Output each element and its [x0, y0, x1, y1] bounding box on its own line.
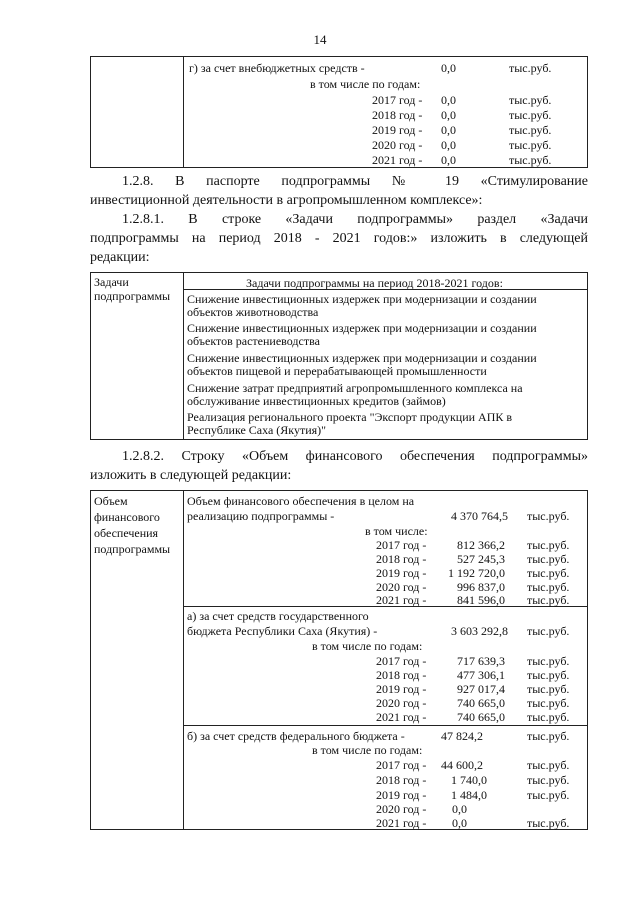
- federal-year-value: 1 740,0: [451, 773, 487, 787]
- para-1-2-8-1-line1: 1.2.8.1. В строке «Задачи подпрограммы» раздел «Задачи: [122, 212, 588, 227]
- total-year: 2018 год -: [376, 552, 427, 566]
- federal-year-value: 0,0: [452, 802, 467, 816]
- total-value: 4 370 764,5: [451, 509, 508, 523]
- task-item-line: Снижение инвестиционных издержек при модернизации и создании: [187, 292, 537, 306]
- para-1-2-8-1-line3: редакции:: [90, 250, 150, 265]
- offbudget-year-unit: тыс.руб.: [509, 93, 552, 107]
- task-item-line: Снижение инвестиционных издержек при модернизации и создании: [187, 321, 537, 335]
- state-subheader: в том числе по годам:: [312, 639, 423, 653]
- state-year-unit: тыс.руб.: [527, 654, 570, 668]
- finance-label-line: обеспечения: [94, 526, 159, 540]
- state-year: 2017 год -: [376, 654, 427, 668]
- state-year-unit: тыс.руб.: [527, 668, 570, 682]
- total-year-unit: тыс.руб.: [527, 580, 570, 594]
- total-year-value: 812 366,2: [457, 538, 505, 552]
- state-unit: тыс.руб.: [527, 624, 570, 638]
- offbudget-year-unit: тыс.руб.: [509, 108, 552, 122]
- offbudget-year: 2017 год -: [372, 93, 423, 107]
- finance-label: [94, 493, 170, 557]
- offbudget-year-unit: тыс.руб.: [509, 123, 552, 137]
- state-year-unit: тыс.руб.: [527, 710, 570, 724]
- federal-year-unit: тыс.руб.: [527, 788, 570, 802]
- federal-year-unit: тыс.руб.: [527, 758, 570, 772]
- task-item-line: обслуживание инвестиционных кредитов (займов): [187, 394, 446, 408]
- total-year-value: 996 837,0: [457, 580, 505, 594]
- offbudget-value: 0,0: [441, 61, 456, 75]
- total-line1: Объем финансового обеспечения в целом на: [187, 494, 415, 508]
- state-year: 2020 год -: [376, 696, 427, 710]
- para-1-2-8-line2: инвестиционной деятельности в агропромышленном комплексе»:: [90, 193, 483, 208]
- task-item-line: Республике Саха (Якутия)": [187, 423, 327, 437]
- total-year: 2019 год -: [376, 566, 427, 580]
- para-1-2-8-line1: 1.2.8. В паспорте подпрограммы № 19 «Стимулирование: [122, 174, 588, 189]
- total-year-value: 841 596,0: [457, 593, 505, 607]
- tasks-label: [94, 275, 170, 303]
- offbudget-year: 2020 год -: [372, 138, 423, 152]
- state-year-value: 927 017,4: [457, 682, 505, 696]
- tasks-label-line: подпрограммы: [94, 289, 171, 303]
- state-year-value: 717 639,3: [457, 654, 505, 668]
- total-unit: тыс.руб.: [527, 509, 570, 523]
- federal-line1: б) за счет средств федерального бюджета -: [187, 729, 405, 743]
- federal-year: 2019 год -: [376, 788, 427, 802]
- federal-year: 2017 год -: [376, 758, 427, 772]
- para-1-2-8-1-line2: подпрограммы на период 2018 - 2021 годов:» изложить в следующей: [90, 231, 588, 246]
- federal-year: 2018 год -: [376, 773, 427, 787]
- state-year: 2019 год -: [376, 682, 427, 696]
- federal-subheader: в том числе по годам:: [312, 743, 423, 757]
- task-item-line: Снижение инвестиционных издержек при модернизации и создании: [187, 351, 537, 365]
- task-item-line: объектов животноводства: [187, 305, 319, 319]
- offbudget-year-unit: тыс.руб.: [509, 153, 552, 167]
- federal-year-value: 1 484,0: [451, 788, 487, 802]
- federal-year: 2020 год -: [376, 802, 427, 816]
- state-year: 2021 год -: [376, 710, 427, 724]
- finance-row-rule: [183, 725, 587, 726]
- offbudget-year-unit: тыс.руб.: [509, 138, 552, 152]
- offbudget-year-value: 0,0: [441, 108, 456, 122]
- finance-label-line: подпрограммы: [94, 542, 171, 556]
- tasks-label-line: Задачи: [94, 275, 129, 289]
- state-year-value: 740 665,0: [457, 696, 505, 710]
- federal-year-value: 44 600,2: [441, 758, 483, 772]
- state-line1: а) за счет средств государственного: [187, 609, 369, 623]
- state-year-unit: тыс.руб.: [527, 682, 570, 696]
- total-year-unit: тыс.руб.: [527, 593, 570, 607]
- offbudget-year: 2019 год -: [372, 123, 423, 137]
- state-year-value: 740 665,0: [457, 710, 505, 724]
- federal-value: 47 824,2: [441, 729, 483, 743]
- state-year-value: 477 306,1: [457, 668, 505, 682]
- total-line2: реализацию подпрограммы -: [187, 509, 335, 523]
- task-item-line: объектов пищевой и перерабатывающей промышленности: [187, 364, 487, 378]
- total-year: 2021 год -: [376, 593, 427, 607]
- total-subheader: в том числе:: [365, 524, 428, 538]
- offbudget-year-value: 0,0: [441, 138, 456, 152]
- task-item-line: Снижение затрат предприятий агропромышленного комплекса на: [187, 381, 523, 395]
- page-number: 14: [313, 32, 327, 47]
- finance-label-line: Объем: [94, 494, 128, 508]
- task-item-line: объектов растениеводства: [187, 334, 320, 348]
- offbudget-label: г) за счет внебюджетных средств -: [189, 61, 365, 75]
- state-line2: бюджета Республики Саха (Якутия) -: [187, 624, 378, 638]
- total-year-unit: тыс.руб.: [527, 566, 570, 580]
- finance-table-divider: [183, 490, 184, 830]
- finance-label-line: финансового: [94, 510, 160, 524]
- task-item-line: Реализация регионального проекта "Экспорт продукции АПК в: [187, 410, 513, 424]
- tasks-table-divider: [183, 272, 184, 440]
- offbudget-year: 2021 год -: [372, 153, 423, 167]
- offbudget-subheader: в том числе по годам:: [310, 77, 421, 91]
- state-year-unit: тыс.руб.: [527, 696, 570, 710]
- offbudget-year-value: 0,0: [441, 123, 456, 137]
- total-year-value: 527 245,3: [457, 552, 505, 566]
- table-top-divider: [183, 56, 184, 168]
- state-value: 3 603 292,8: [451, 624, 508, 638]
- para-1-2-8-2-line1: 1.2.8.2. Строку «Объем финансового обеспечения подпрограммы»: [122, 449, 588, 464]
- state-year: 2018 год -: [376, 668, 427, 682]
- total-year: 2020 год -: [376, 580, 427, 594]
- tasks-header: Задачи подпрограммы на период 2018-2021 годов:: [246, 276, 503, 290]
- total-year-unit: тыс.руб.: [527, 552, 570, 566]
- federal-year-value: 0,0: [452, 816, 467, 830]
- federal-year: 2021 год -: [376, 816, 427, 830]
- offbudget-year-value: 0,0: [441, 153, 456, 167]
- federal-year-unit: тыс.руб.: [527, 773, 570, 787]
- federal-unit: тыс.руб.: [527, 729, 570, 743]
- total-year-unit: тыс.руб.: [527, 538, 570, 552]
- total-year-value: 1 192 720,0: [448, 566, 505, 580]
- total-year: 2017 год -: [376, 538, 427, 552]
- tasks-header-rule: [183, 289, 587, 290]
- para-1-2-8-2-line2: изложить в следующей редакции:: [90, 468, 292, 483]
- offbudget-year: 2018 год -: [372, 108, 423, 122]
- offbudget-year-value: 0,0: [441, 93, 456, 107]
- federal-year-unit: тыс.руб.: [527, 816, 570, 830]
- offbudget-unit: тыс.руб.: [509, 61, 552, 75]
